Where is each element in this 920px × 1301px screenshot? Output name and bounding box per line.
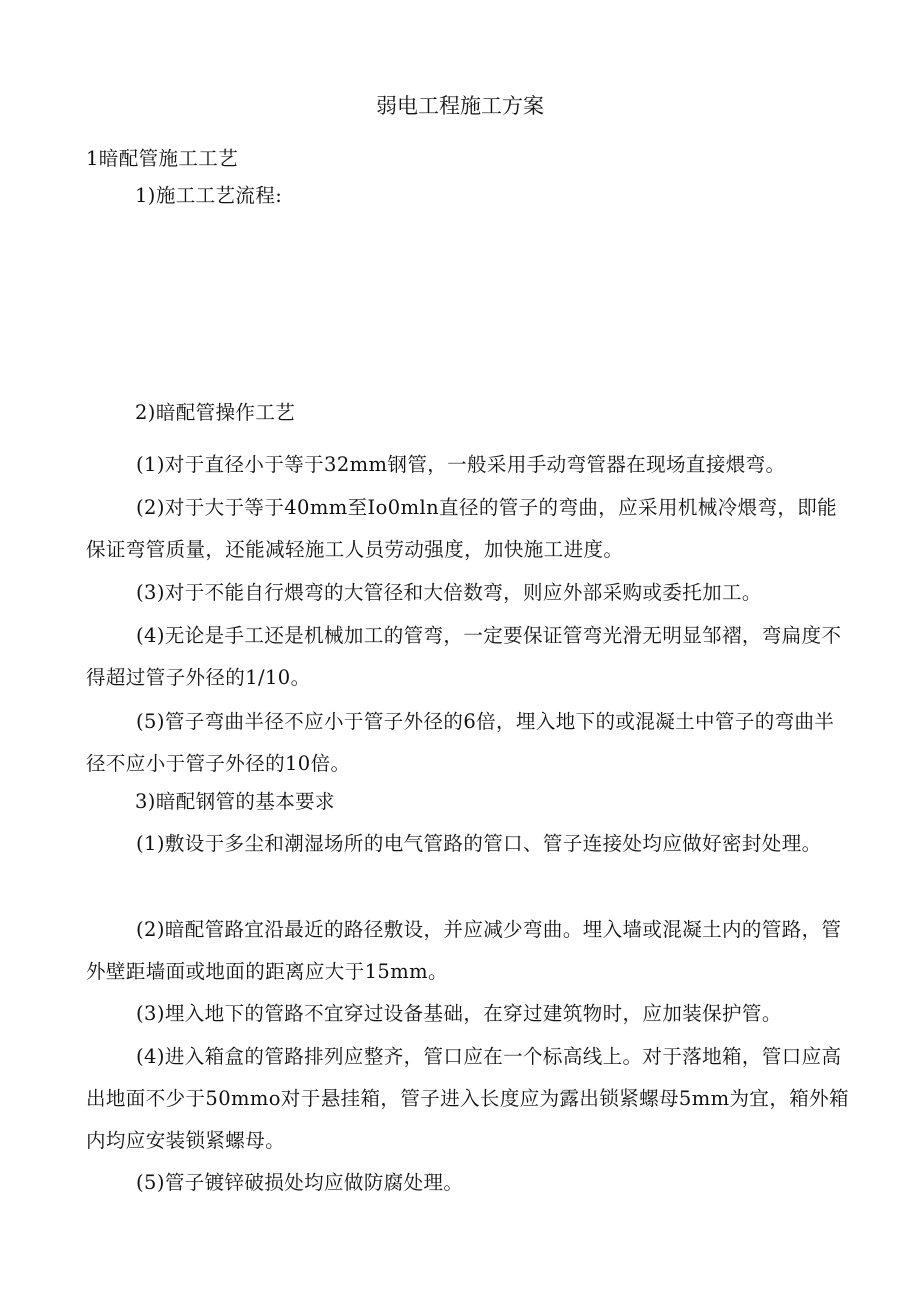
paragraph: (3)对于不能自行煨弯的大管径和大倍数弯，则应外部采购或委托加工。 [136, 581, 762, 604]
paragraph: (1)敷设于多尘和潮湿场所的电气管路的管口、管子连接处均应做好密封处理。 [136, 832, 822, 855]
paragraph: (1)对于直径小于等于32mm钢管，一般采用手动弯管器在现场直接煨弯。 [136, 453, 786, 476]
paragraph: (2)暗配管路宜沿最近的路径敷设，并应减少弯曲。埋入墙或混凝土内的管路，管外壁距墙面或地面的距离应大于15mm。 [86, 918, 842, 983]
subsection-heading: 1)施工工艺流程: [135, 184, 283, 207]
document-title: 弱电工程施工方案 [376, 94, 544, 118]
paragraph: (5)管子镀锌破损处均应做防腐处理。 [136, 1171, 464, 1194]
paragraph: (4)进入箱盒的管路排列应整齐，管口应在一个标高线上。对于落地箱，管口应高出地面不少于50mmo对于悬挂箱，管子进入长度应为露出锁紧螺母5mm为宜，箱外箱内均应安装锁紧螺母。 [86, 1045, 849, 1152]
paragraph: (2)对于大于等于40mm至Io0mln直径的管子的弯曲，应采用机械冷煨弯，即能保证弯管质量，还能减轻施工人员劳动强度，加快施工进度。 [86, 496, 838, 561]
paragraph: (5)管子弯曲半径不应小于管子外径的6倍，埋入地下的或混凝土中管子的弯曲半径不应小于管子外径的10倍。 [86, 710, 835, 775]
flowchart-placeholder [86, 215, 854, 385]
paragraph: (4)无论是手工还是机械加工的管弯，一定要保证管弯光滑无明显邹褶，弯扁度不得超过管子外径的1/10。 [86, 624, 842, 689]
paragraph: (3)埋入地下的管路不宜穿过设备基础，在穿过建筑物时，应加装保护管。 [136, 1002, 782, 1025]
section-heading: 1暗配管施工工艺 [86, 147, 239, 170]
subsection-heading: 2)暗配管操作工艺 [135, 401, 296, 424]
subsection-heading: 3)暗配钢管的基本要求 [135, 790, 335, 813]
